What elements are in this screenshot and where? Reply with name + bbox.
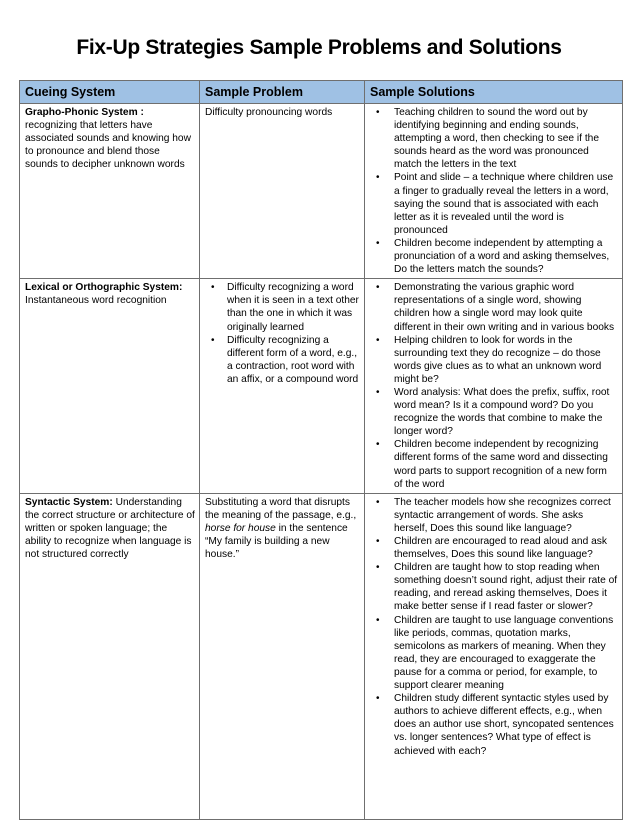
- sample-problem-cell: [200, 493, 365, 819]
- list-item: • The teacher models how she recognizes correct syntactic arrangement of words. She asks herself, Does this sound like language?: [394, 496, 618, 535]
- list-item: • Difficulty recognizing a word when it is seen in a text other than the one in which it was originally learned: [227, 281, 360, 333]
- system-description: Instantaneous word recognition: [25, 295, 167, 307]
- problem-text: Difficulty pronouncing words: [205, 107, 333, 118]
- problem-example: horse for house: [205, 522, 276, 534]
- list-item: • Word analysis: What does the prefix, suffix, root word mean? Is it a compound word? Do you recognize the words that combine to make the longer word?: [394, 386, 618, 438]
- sample-problem-cell: [200, 104, 365, 279]
- sample-solutions-cell: [365, 104, 623, 279]
- system-name: Grapho-Phonic System :: [25, 107, 144, 118]
- list-item: • Demonstrating the various graphic word representations of a single word, showing children how a single word may look quite different in their own writing and in various books: [394, 281, 618, 333]
- list-item: • Children are taught how to stop reading when something doesn’t sound right, adjust their rate of reading, and reread asking themselves, Does it make better sense if I read faster or slower?: [394, 561, 618, 613]
- table-row: [20, 104, 623, 279]
- list-item: • Difficulty recognizing a different form of a word, e.g., a contraction, root word with an affix, or a compound word: [227, 334, 360, 386]
- system-description: Understanding the correct structure or architecture of written or spoken language; the ability to recognize when language is not structured correctly: [25, 496, 195, 561]
- list-item: • Point and slide – a technique where children use a finger to gradually reveal the letters in a word, saying the sound that is associated with each letter as it is revealed until the word is pronounced: [394, 171, 618, 236]
- system-description: recognizing that letters have associated sounds and knowing how to pronounce and blend those sounds to decipher unknown words: [25, 120, 191, 171]
- sample-solutions-cell: [365, 493, 623, 819]
- list-item: • Children are encouraged to read aloud and ask themselves, Does this sound like language?: [394, 535, 618, 561]
- solutions-list: [370, 281, 618, 491]
- list-item: • Children study different syntactic styles used by authors to achieve different effects, e.g., when does an author use short, syncopated sentences vs. longer sentences? What type of effect is achieved with each?: [394, 692, 618, 757]
- system-name: Lexical or Orthographic System:: [25, 282, 183, 294]
- solutions-list: [370, 496, 618, 758]
- page-title: Fix-Up Strategies Sample Problems and Solutions: [76, 36, 562, 59]
- header-sample-problem: Sample Problem: [200, 81, 365, 104]
- table-header-row: [20, 81, 623, 104]
- sample-problem-cell: [200, 279, 365, 494]
- table-row: [20, 279, 623, 494]
- strategies-table: [19, 80, 623, 820]
- problems-list: [205, 281, 360, 386]
- sample-solutions-cell: [365, 279, 623, 494]
- table-row: [20, 493, 623, 819]
- cueing-system-cell: [20, 104, 200, 279]
- list-item: • Children become independent by attempting a pronunciation of a word and asking themselves, Do the letters match the sounds?: [394, 237, 618, 276]
- header-sample-solutions: Sample Solutions: [365, 81, 623, 104]
- problem-text-start: Substituting a word that disrupts the meaning of the passage, e.g.,: [205, 496, 357, 521]
- list-item: • Children are taught to use language conventions like periods, commas, quotation marks, semicolons as markers of meaning. When they read, they are encouraged to exaggerate the pause for a comma or period, for example, to support clearer meaning: [394, 614, 618, 693]
- list-item: • Teaching children to sound the word out by identifying beginning and ending sounds, attempting a word, then checking to see if the sounds heard as the word was pronounced match the letters in the text: [394, 106, 618, 171]
- list-item: • Helping children to look for words in the surrounding text they do recognize – do those words give clues as to what an unknown word might be?: [394, 334, 618, 386]
- solutions-list: [370, 106, 618, 276]
- problem-text-end: in the sentence “My family is building a new house.”: [205, 522, 348, 561]
- list-item: • Children become independent by recognizing different forms of the same word and dissecting word parts to support recognition of a new form of the word: [394, 438, 618, 490]
- cueing-system-cell: [20, 279, 200, 494]
- system-name: Syntactic System:: [25, 496, 113, 508]
- header-cueing-system: Cueing System: [20, 81, 200, 104]
- cueing-system-cell: [20, 493, 200, 819]
